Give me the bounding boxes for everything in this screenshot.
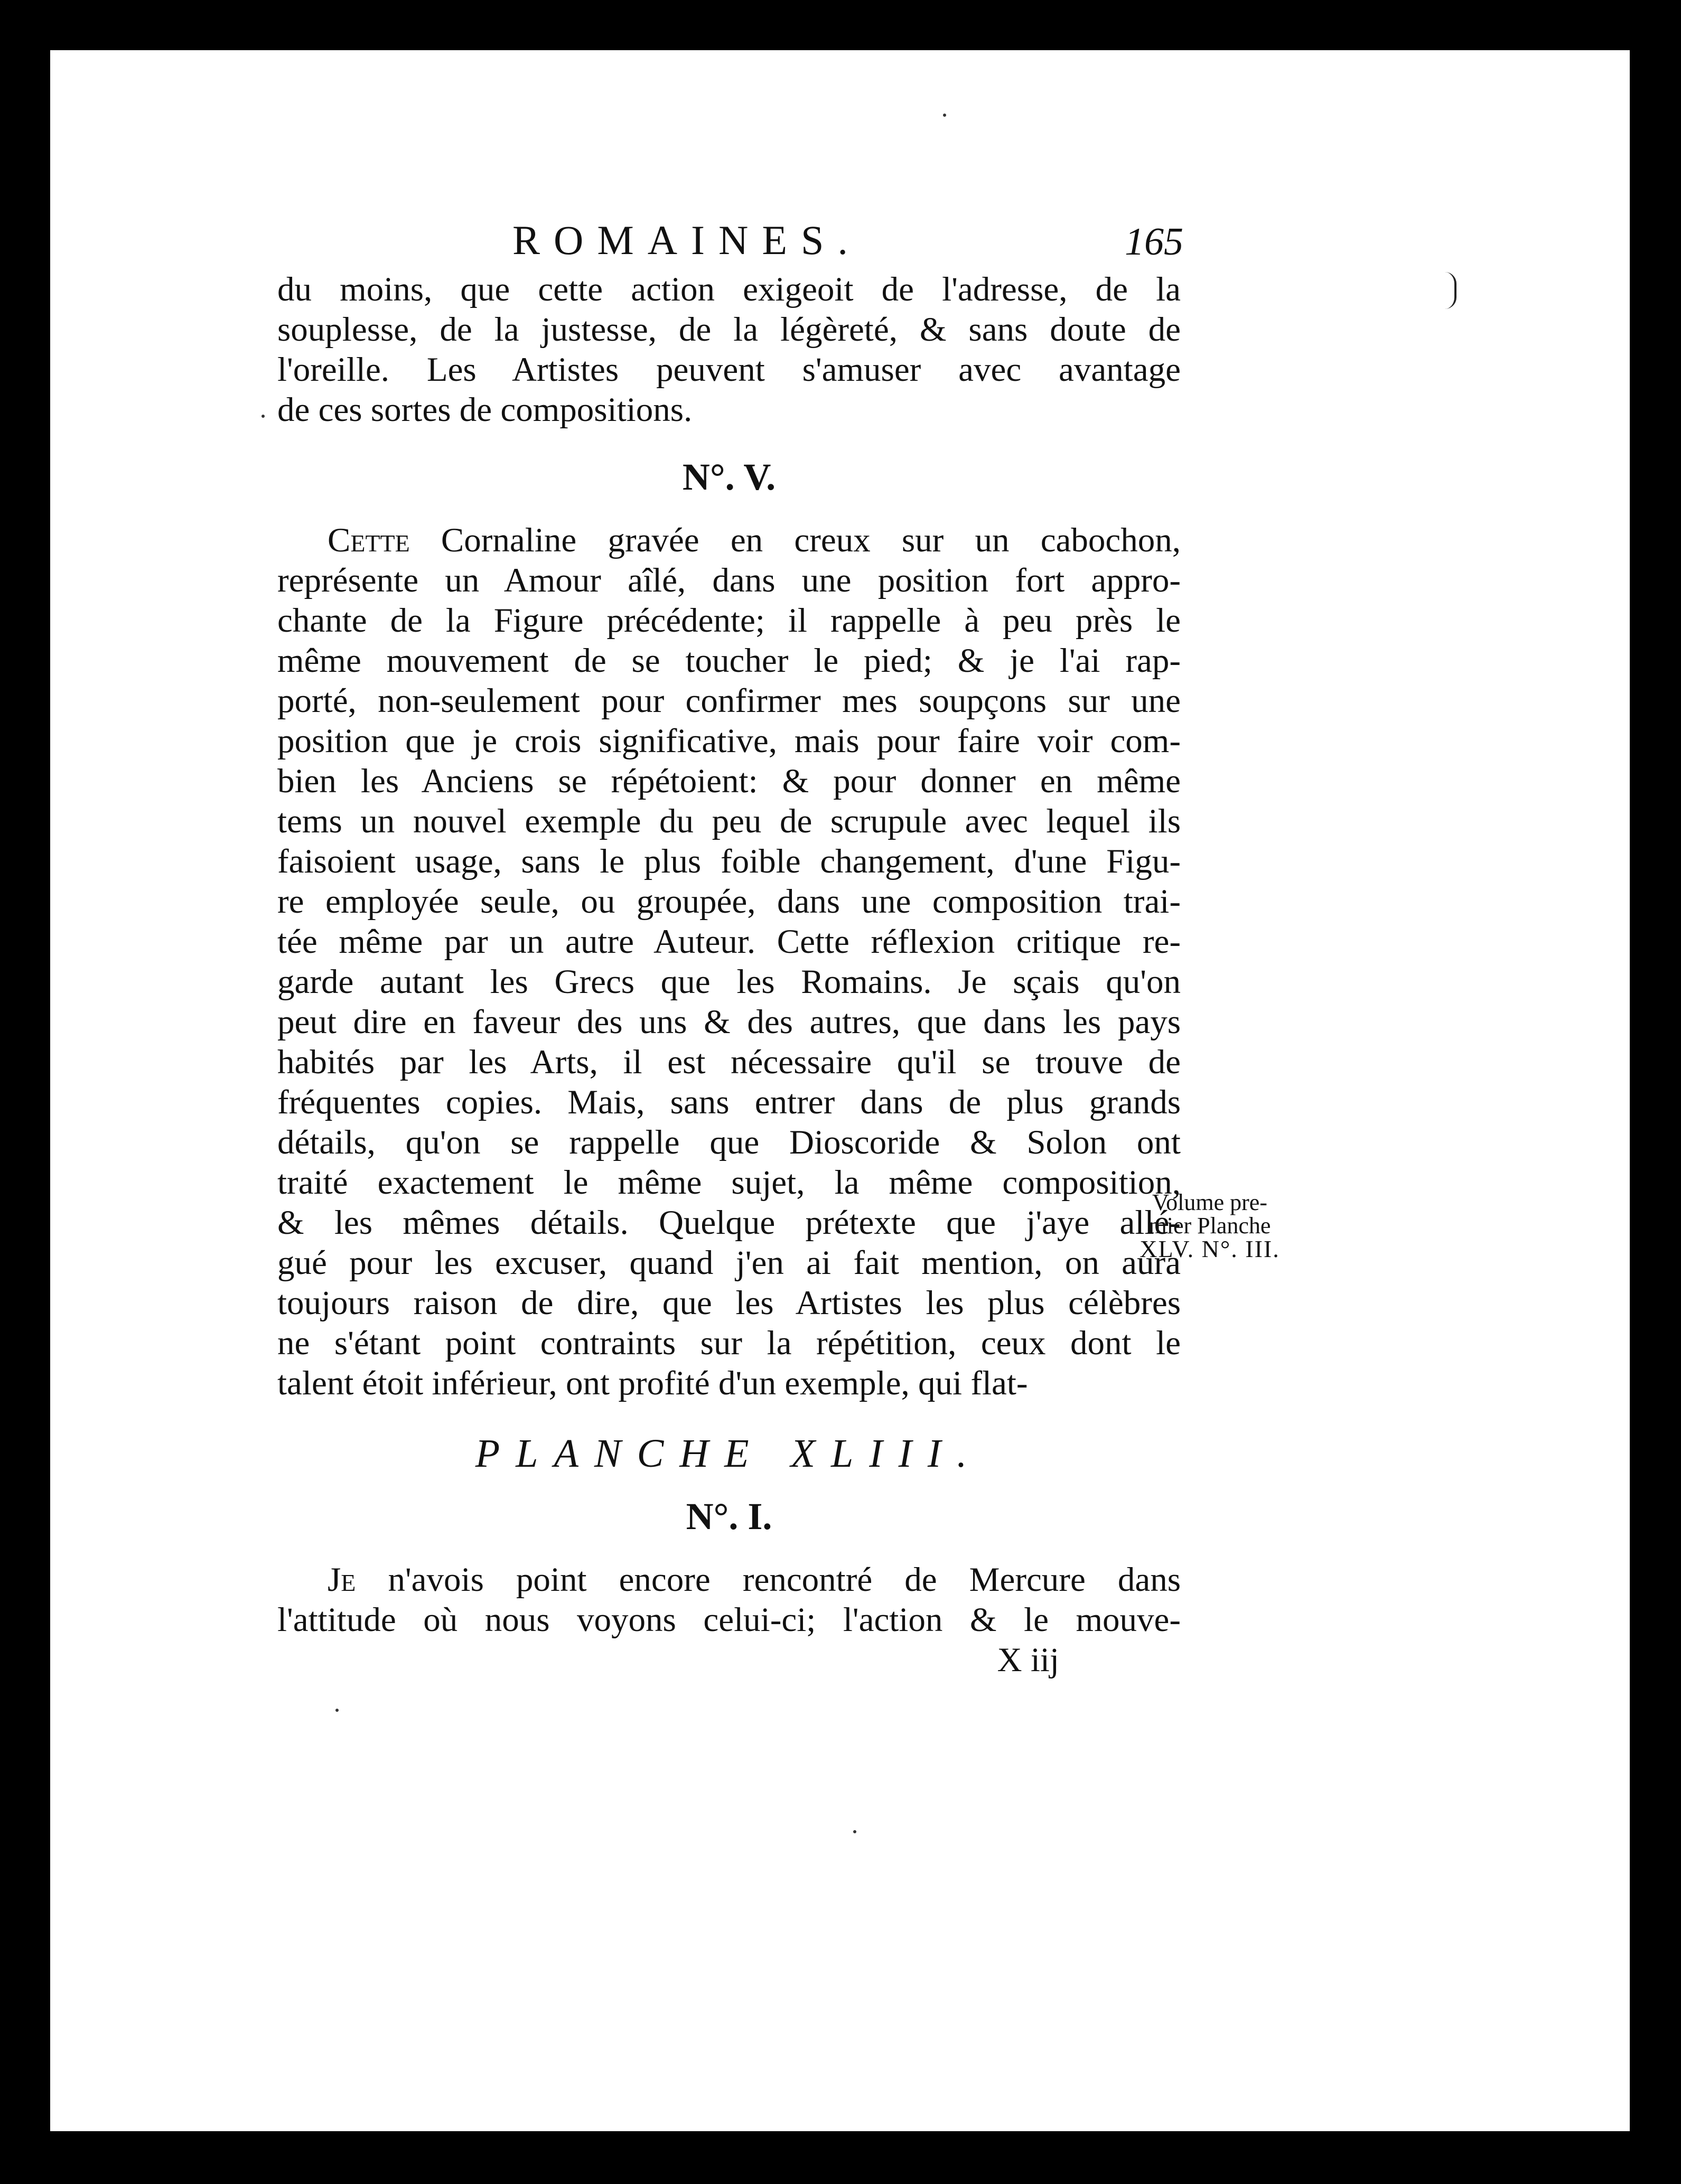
text-line: du moins, que cette action exigeoit de l'adresse, de la xyxy=(277,270,1181,308)
book-page xyxy=(50,50,1630,2131)
plate-heading: PLANCHE XLIII. xyxy=(475,1431,983,1476)
page-number: 165 xyxy=(1125,220,1183,264)
text-line: l'attitude où nous voyons celui-ci; l'action & le mouve- xyxy=(277,1601,1181,1639)
text-line: tems un nouvel exemple du peu de scrupule avec lequel ils xyxy=(277,802,1181,840)
running-head: ROMAINES. xyxy=(512,217,862,263)
text-line-first xyxy=(277,520,1181,560)
text-line: chante de la Figure précédente; il rappelle à peu près le xyxy=(277,602,1181,640)
margin-note xyxy=(1107,1191,1313,1261)
paper-speck xyxy=(335,1709,339,1712)
paragraph-3 xyxy=(277,1560,1181,1640)
paragraph-1 xyxy=(277,269,1181,430)
text-line: habités par les Arts, il est nécessaire qu'il se trouve de xyxy=(277,1043,1181,1081)
text-column xyxy=(277,269,1181,1680)
text-line: position que je crois significative, mais pour faire voir com- xyxy=(277,722,1181,760)
margin-note-line: Volume pre- xyxy=(1152,1189,1267,1215)
text-line: porté, non-seulement pour confirmer mes soupçons sur une xyxy=(277,682,1181,720)
text-line: tée même par un autre Auteur. Cette réflexion critique re- xyxy=(277,923,1181,961)
paper-speck xyxy=(943,114,946,117)
text-line: ne s'étant point contraints sur la répétition, ceux dont le xyxy=(277,1324,1181,1362)
margin-note-line: XLV. N°. III. xyxy=(1140,1235,1280,1262)
text-line: fréquentes copies. Mais, sans entrer dans de plus grands xyxy=(277,1083,1181,1121)
text-line: gué pour les excuser, quand j'en ai fait mention, on aura xyxy=(277,1244,1181,1282)
text-line: souplesse, de la justesse, de la légèreté, & sans doute de xyxy=(277,311,1181,349)
margin-note-line: mier Planche xyxy=(1148,1213,1271,1239)
text-line: peut dire en faveur des uns & des autres, que dans les pays xyxy=(277,1003,1181,1041)
paper-speck xyxy=(853,1830,856,1833)
text-line: de ces sortes de compositions. xyxy=(277,391,693,429)
text-line: & les mêmes détails. Quelque prétexte que j'aye allé- xyxy=(277,1204,1181,1242)
text-line-first xyxy=(277,1560,1181,1600)
text-line: re employée seule, ou groupée, dans une composition trai- xyxy=(277,883,1181,921)
lead-word: Cette xyxy=(328,521,410,559)
section-heading-no1: N°. I. xyxy=(686,1495,772,1538)
signature-catchword: X iij xyxy=(997,1641,1059,1679)
margin-pen-mark xyxy=(1445,272,1456,309)
text-line: bien les Anciens se répétoient: & pour donner en même xyxy=(277,762,1181,800)
text-line: talent étoit inférieur, ont profité d'un exemple, qui flat- xyxy=(277,1364,1028,1402)
paper-speck xyxy=(262,415,265,418)
text-line: traité exactement le même sujet, la même composition, xyxy=(277,1164,1181,1202)
text-line: faisoient usage, sans le plus foible changement, d'une Figu- xyxy=(277,842,1181,880)
text-line: même mouvement de se toucher le pied; & je l'ai rap- xyxy=(277,642,1181,680)
text-line: l'oreille. Les Artistes peuvent s'amuser avec avantage xyxy=(277,351,1181,389)
lead-word: Je xyxy=(328,1561,356,1599)
text-line: garde autant les Grecs que les Romains. Je sçais qu'on xyxy=(277,963,1181,1001)
section-heading-no5: N°. V. xyxy=(682,456,776,498)
text-line: représente un Amour aîlé, dans une position fort appro- xyxy=(277,561,1181,599)
paragraph-2 xyxy=(277,520,1181,1403)
text-line: toujours raison de dire, que les Artistes les plus célèbres xyxy=(277,1284,1181,1322)
text-line: détails, qu'on se rappelle que Dioscoride & Solon ont xyxy=(277,1123,1181,1161)
lead-line-text: n'avois point encore rencontré de Mercure dans xyxy=(356,1561,1181,1599)
lead-line-text: Cornaline gravée en creux sur un cabochon, xyxy=(409,521,1181,559)
